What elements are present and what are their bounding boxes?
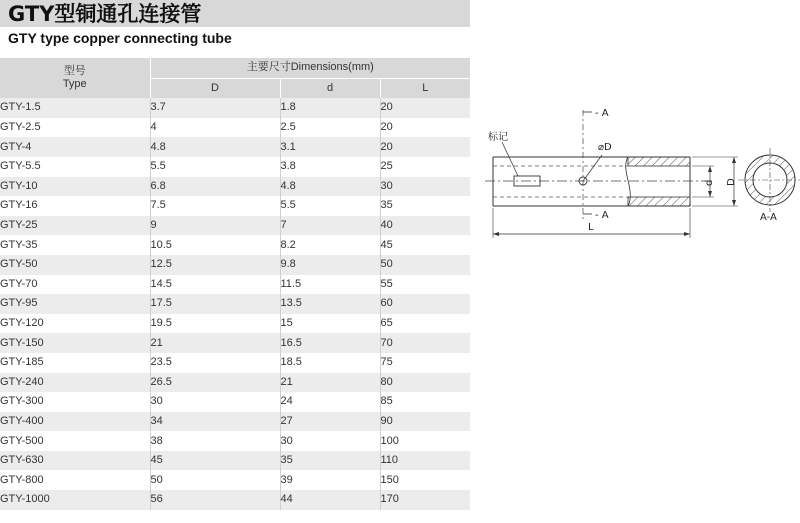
D-cell: 7.5 <box>150 196 280 216</box>
header-model <box>0 58 150 98</box>
table-row <box>0 137 470 157</box>
table-row <box>0 294 470 314</box>
model-cell: GTY-150 <box>0 333 150 353</box>
table-row <box>0 255 470 275</box>
L-cell: 25 <box>380 157 470 177</box>
L-cell: 100 <box>380 431 470 451</box>
d-cell: 18.5 <box>280 353 380 373</box>
d-cell: 1.8 <box>280 98 380 118</box>
header-col-d: d <box>280 78 380 98</box>
d-cell: 2.5 <box>280 118 380 138</box>
L-cell: 150 <box>380 470 470 490</box>
d-cell: 13.5 <box>280 294 380 314</box>
model-cell: GTY-70 <box>0 275 150 295</box>
header-dimensions: 主要尺寸Dimensions(mm) <box>150 58 470 78</box>
L-cell: 80 <box>380 373 470 393</box>
table-row <box>0 451 470 471</box>
d-cell: 21 <box>280 373 380 393</box>
model-cell: GTY-240 <box>0 373 150 393</box>
table-row <box>0 118 470 138</box>
D-cell: 56 <box>150 490 280 510</box>
d-cell: 9.8 <box>280 255 380 275</box>
d-cell: 27 <box>280 412 380 432</box>
model-cell: GTY-10 <box>0 177 150 197</box>
table-row <box>0 177 470 197</box>
L-cell: 20 <box>380 118 470 138</box>
L-cell: 85 <box>380 392 470 412</box>
D-cell: 26.5 <box>150 373 280 393</box>
table-row <box>0 216 470 236</box>
model-cell: GTY-630 <box>0 451 150 471</box>
mark-label: 标记 <box>488 132 508 143</box>
L-cell: 90 <box>380 412 470 432</box>
model-cell: GTY-25 <box>0 216 150 236</box>
dim-D-label: D <box>726 178 737 186</box>
model-cell: GTY-500 <box>0 431 150 451</box>
table-body <box>0 98 470 509</box>
tube-section-view <box>738 148 800 212</box>
table-row <box>0 353 470 373</box>
D-cell: 21 <box>150 333 280 353</box>
model-cell: GTY-300 <box>0 392 150 412</box>
model-cell: GTY-120 <box>0 314 150 334</box>
model-cell: GTY-50 <box>0 255 150 275</box>
L-cell: 75 <box>380 353 470 373</box>
L-cell: 55 <box>380 275 470 295</box>
table-row <box>0 431 470 451</box>
d-cell: 16.5 <box>280 333 380 353</box>
L-cell: 70 <box>380 333 470 353</box>
table-row <box>0 412 470 432</box>
d-cell: 15 <box>280 314 380 334</box>
D-cell: 12.5 <box>150 255 280 275</box>
D-cell: 50 <box>150 470 280 490</box>
L-cell: 110 <box>380 451 470 471</box>
table-row <box>0 392 470 412</box>
L-cell: 35 <box>380 196 470 216</box>
table-row <box>0 314 470 334</box>
page-subtitle: GTY type copper connecting tube <box>8 30 232 46</box>
L-cell: 170 <box>380 490 470 510</box>
D-cell: 38 <box>150 431 280 451</box>
table-row <box>0 373 470 393</box>
table-row <box>0 333 470 353</box>
section-view-label: A-A <box>760 212 777 223</box>
d-cell: 30 <box>280 431 380 451</box>
table-row <box>0 275 470 295</box>
header-col-L: L <box>380 78 470 98</box>
model-cell: GTY-1.5 <box>0 98 150 118</box>
table-row <box>0 470 470 490</box>
table-row <box>0 98 470 118</box>
L-cell: 50 <box>380 255 470 275</box>
d-cell: 24 <box>280 392 380 412</box>
D-cell: 4.8 <box>150 137 280 157</box>
D-cell: 45 <box>150 451 280 471</box>
title-bar <box>0 0 470 27</box>
dim-L-label: L <box>588 222 594 233</box>
D-cell: 6.8 <box>150 177 280 197</box>
d-cell: 39 <box>280 470 380 490</box>
model-cell: GTY-35 <box>0 235 150 255</box>
header-model-en: Type <box>62 78 87 91</box>
d-cell: 44 <box>280 490 380 510</box>
d-cell: 35 <box>280 451 380 471</box>
model-cell: GTY-2.5 <box>0 118 150 138</box>
tube-drawing <box>480 100 800 240</box>
section-label-bottom: - A <box>595 210 609 221</box>
d-cell: 3.1 <box>280 137 380 157</box>
L-cell: 40 <box>380 216 470 236</box>
D-cell: 4 <box>150 118 280 138</box>
table-row <box>0 196 470 216</box>
D-cell: 34 <box>150 412 280 432</box>
d-cell: 4.8 <box>280 177 380 197</box>
D-cell: 10.5 <box>150 235 280 255</box>
hole-diameter-label: ⌀D <box>598 142 612 153</box>
table-row <box>0 490 470 510</box>
tube-side-view <box>485 110 738 238</box>
model-cell: GTY-185 <box>0 353 150 373</box>
model-cell: GTY-400 <box>0 412 150 432</box>
model-cell: GTY-5.5 <box>0 157 150 177</box>
d-cell: 7 <box>280 216 380 236</box>
D-cell: 17.5 <box>150 294 280 314</box>
d-cell: 3.8 <box>280 157 380 177</box>
page-title: GTY型铜通孔连接管 <box>8 2 202 26</box>
model-cell: GTY-95 <box>0 294 150 314</box>
section-label-top: - A <box>595 108 609 119</box>
L-cell: 65 <box>380 314 470 334</box>
D-cell: 23.5 <box>150 353 280 373</box>
table-row <box>0 157 470 177</box>
model-cell: GTY-4 <box>0 137 150 157</box>
d-cell: 5.5 <box>280 196 380 216</box>
L-cell: 20 <box>380 98 470 118</box>
D-cell: 30 <box>150 392 280 412</box>
header-col-D: D <box>150 78 280 98</box>
L-cell: 45 <box>380 235 470 255</box>
header-model-cn: 型号 <box>63 65 86 78</box>
L-cell: 60 <box>380 294 470 314</box>
model-cell: GTY-800 <box>0 470 150 490</box>
model-cell: GTY-1000 <box>0 490 150 510</box>
L-cell: 30 <box>380 177 470 197</box>
d-cell: 11.5 <box>280 275 380 295</box>
D-cell: 19.5 <box>150 314 280 334</box>
table-row <box>0 235 470 255</box>
dimensions-table <box>0 58 470 510</box>
D-cell: 3.7 <box>150 98 280 118</box>
D-cell: 9 <box>150 216 280 236</box>
dim-d-label: d <box>704 179 715 186</box>
D-cell: 5.5 <box>150 157 280 177</box>
L-cell: 20 <box>380 137 470 157</box>
model-cell: GTY-16 <box>0 196 150 216</box>
D-cell: 14.5 <box>150 275 280 295</box>
d-cell: 8.2 <box>280 235 380 255</box>
